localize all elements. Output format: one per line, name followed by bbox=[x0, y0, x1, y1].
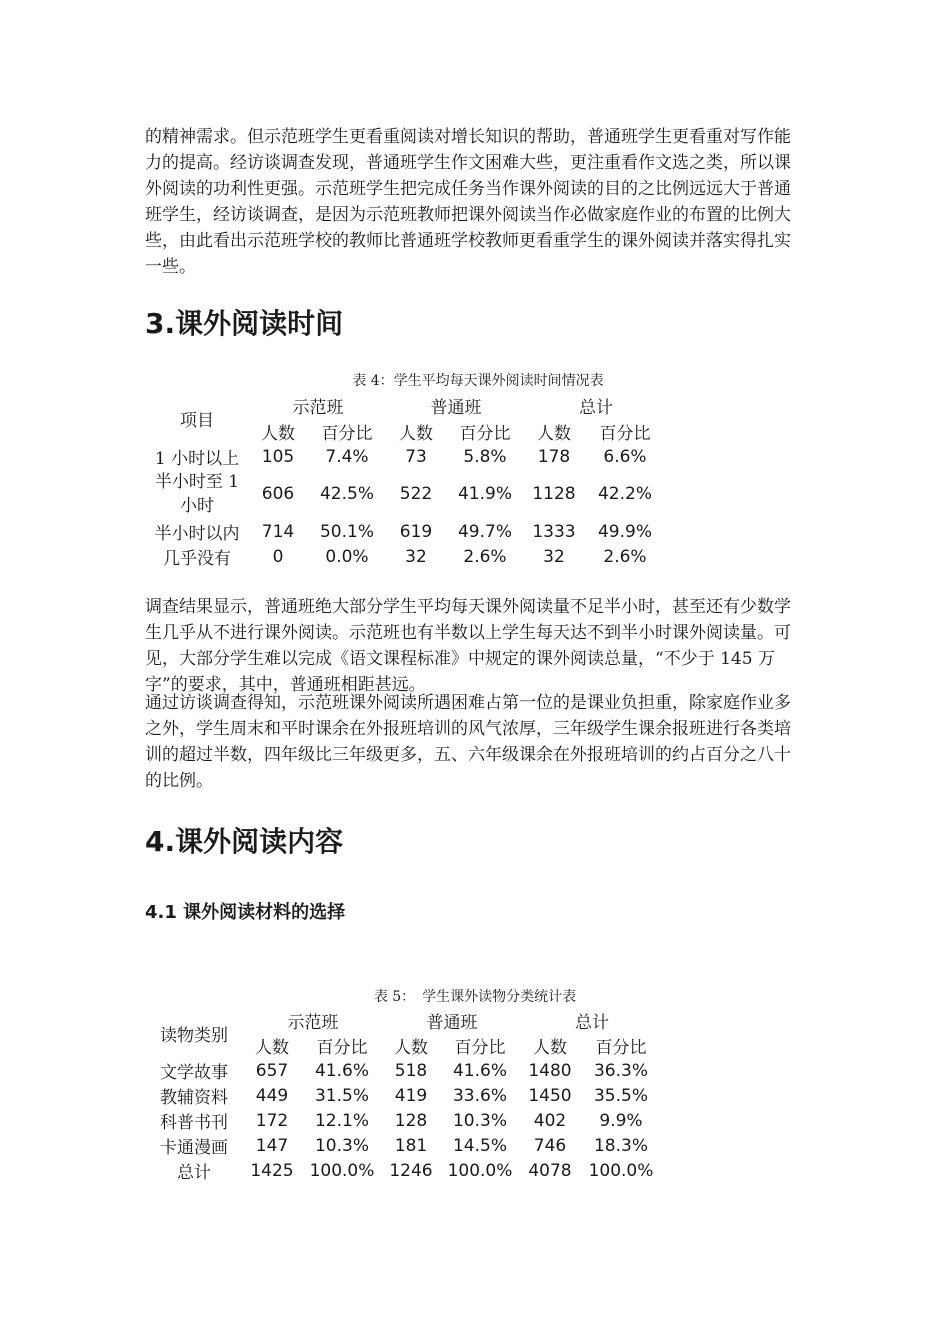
table-5-subheader: 人数 bbox=[394, 1038, 428, 1058]
table-cell: 10.3% bbox=[314, 1135, 369, 1156]
table-4 bbox=[145, 393, 667, 569]
row-label: 科普书刊 bbox=[160, 1113, 228, 1133]
table-cell: 12.1% bbox=[314, 1110, 369, 1131]
section-3-paragraph-2: 通过访谈调查得知，示范班课外阅读所遇困难占第一位的是课业负担重，除家庭作业多之外，学生周末和平时课余在外报班培训的风气浓厚，三年级学生课余报班进行各类培训的超过半数，四年级比三年级更多，五、六年级课余在外报班培训的约占百分之八十的比例。 bbox=[145, 693, 791, 791]
table-cell: 5.8% bbox=[463, 446, 507, 467]
table-cell: 41.9% bbox=[457, 484, 512, 504]
section-4-heading: 4.课外阅读内容 bbox=[145, 825, 344, 858]
table-cell: 10.3% bbox=[452, 1110, 507, 1131]
table-cell: 42.5% bbox=[319, 484, 374, 504]
table-cell: 6.6% bbox=[603, 446, 647, 467]
table-cell: 2.6% bbox=[463, 546, 507, 567]
table-cell: 1425 bbox=[250, 1160, 294, 1181]
table-cell: 100.0% bbox=[309, 1160, 375, 1181]
table-5-subheader: 人数 bbox=[255, 1038, 289, 1058]
table-cell: 41.6% bbox=[452, 1060, 507, 1081]
table-cell: 147 bbox=[255, 1135, 289, 1156]
row-label: 教辅资料 bbox=[160, 1088, 228, 1108]
table-5-subheader: 百分比 bbox=[595, 1038, 647, 1058]
table-4-subheader: 人数 bbox=[399, 423, 433, 444]
table-4-subheader: 百分比 bbox=[321, 423, 373, 444]
table-5-subheader: 人数 bbox=[533, 1038, 567, 1058]
table-row bbox=[145, 1108, 663, 1133]
table-5-group-header: 总计 bbox=[575, 1013, 609, 1033]
table-4-subheader: 百分比 bbox=[459, 423, 511, 444]
table-row bbox=[145, 469, 667, 519]
table-4-subheader: 人数 bbox=[261, 423, 295, 444]
table-5-group-header: 示范班 bbox=[287, 1013, 339, 1033]
table-cell: 32 bbox=[405, 546, 427, 567]
table-cell: 0 bbox=[272, 546, 284, 567]
table-cell: 619 bbox=[399, 521, 433, 542]
table-cell: 18.3% bbox=[593, 1135, 648, 1156]
section-3-heading: 3.课外阅读时间 bbox=[145, 307, 344, 340]
row-label: 总计 bbox=[177, 1163, 211, 1183]
table-row-total bbox=[145, 1158, 663, 1183]
table-cell: 105 bbox=[261, 446, 295, 467]
table-cell: 657 bbox=[255, 1060, 289, 1081]
table-cell: 128 bbox=[394, 1110, 428, 1131]
table-4-group-header: 普通班 bbox=[430, 398, 482, 418]
table-5-subheader: 百分比 bbox=[316, 1038, 368, 1058]
section-3-paragraph-1: 调查结果显示，普通班绝大部分学生平均每天课外阅读量不足半小时，甚至还有少数学生几乎从不进行课外阅读。示范班也有半数以上学生每天达不到半小时课外阅读量。可见，大部分学生难以完成《语文课程标准》中规定的课外阅读总量，“不少于 145 万字”的要求，其中，普通班相距甚远。 bbox=[145, 597, 791, 695]
table-cell: 1246 bbox=[389, 1160, 433, 1181]
table-cell: 73 bbox=[405, 446, 427, 467]
table-5-item-header: 读物类别 bbox=[160, 1025, 228, 1046]
table-cell: 172 bbox=[255, 1110, 289, 1131]
table-cell: 7.4% bbox=[325, 446, 369, 467]
table-5 bbox=[145, 1008, 663, 1183]
table-cell: 522 bbox=[399, 484, 433, 504]
table-cell: 1450 bbox=[528, 1085, 572, 1106]
table-cell: 50.1% bbox=[319, 521, 374, 542]
table-5-subheader: 百分比 bbox=[454, 1038, 506, 1058]
table-cell: 31.5% bbox=[314, 1085, 369, 1106]
table-cell: 9.9% bbox=[599, 1110, 643, 1131]
table-cell: 14.5% bbox=[452, 1135, 507, 1156]
table-cell: 1128 bbox=[532, 484, 576, 504]
table-cell: 35.5% bbox=[593, 1085, 648, 1106]
row-label: 几乎没有 bbox=[163, 549, 231, 569]
table-cell: 1480 bbox=[528, 1060, 572, 1081]
table-row bbox=[145, 1058, 663, 1083]
table-cell: 746 bbox=[533, 1135, 567, 1156]
table-cell: 32 bbox=[543, 546, 565, 567]
table-cell: 449 bbox=[255, 1085, 289, 1106]
row-label: 半小时以内 bbox=[154, 524, 240, 544]
table-row bbox=[145, 444, 667, 469]
table-cell: 100.0% bbox=[588, 1160, 654, 1181]
row-label: 文学故事 bbox=[160, 1063, 228, 1083]
table-cell: 100.0% bbox=[447, 1160, 513, 1181]
row-label: 1 小时以上 bbox=[154, 449, 240, 469]
table-4-group-header: 总计 bbox=[579, 398, 613, 418]
table-cell: 33.6% bbox=[452, 1085, 507, 1106]
table-cell: 1333 bbox=[532, 521, 576, 542]
table-cell: 402 bbox=[533, 1110, 567, 1131]
table-cell: 518 bbox=[394, 1060, 428, 1081]
table-5-caption: 表 5： 学生课外读物分类统计表 bbox=[373, 989, 577, 1005]
table-4-subheader: 百分比 bbox=[599, 423, 651, 444]
table-4-caption: 表 4：学生平均每天课外阅读时间情况表 bbox=[352, 373, 604, 389]
intro-paragraph: 的精神需求。但示范班学生更看重阅读对增长知识的帮助，普通班学生更看重对写作能力的提高。经访谈调查发现，普通班学生作文困难大些，更注重看作文选之类，所以课外阅读的功利性更强。示范班学生把完成任务当作课外阅读的目的之比例远远大于普通班学生，经访谈调查，是因为示范班教师把课外阅读当作必做家庭作业的布置的比例大些，由此看出示范班学校的教师比普通班学校教师更看重学生的课外阅读并落实得扎实一些。 bbox=[145, 127, 791, 277]
table-5-group-header: 普通班 bbox=[426, 1013, 478, 1033]
table-row bbox=[145, 1083, 663, 1108]
table-4-item-header: 项目 bbox=[180, 411, 214, 431]
table-row bbox=[145, 519, 667, 544]
table-cell: 0.0% bbox=[325, 546, 369, 567]
table-cell: 41.6% bbox=[314, 1060, 369, 1081]
table-4-group-header: 示范班 bbox=[292, 398, 344, 418]
table-cell: 714 bbox=[261, 521, 295, 542]
row-label: 卡通漫画 bbox=[160, 1138, 228, 1158]
table-cell: 181 bbox=[394, 1135, 428, 1156]
table-cell: 42.2% bbox=[597, 484, 652, 504]
section-4-1-subheading: 4.1 课外阅读材料的选择 bbox=[145, 902, 346, 923]
table-cell: 606 bbox=[261, 484, 295, 504]
table-cell: 2.6% bbox=[603, 546, 647, 567]
table-cell: 4078 bbox=[528, 1160, 572, 1181]
table-cell: 419 bbox=[394, 1085, 428, 1106]
table-cell: 49.7% bbox=[457, 521, 512, 542]
table-row bbox=[145, 1133, 663, 1158]
table-cell: 178 bbox=[537, 446, 571, 467]
table-cell: 36.3% bbox=[593, 1060, 648, 1081]
table-cell: 49.9% bbox=[597, 521, 652, 542]
row-label: 半小时至 1 小时 bbox=[154, 472, 240, 516]
table-4-subheader: 人数 bbox=[537, 423, 571, 444]
table-row bbox=[145, 544, 667, 569]
